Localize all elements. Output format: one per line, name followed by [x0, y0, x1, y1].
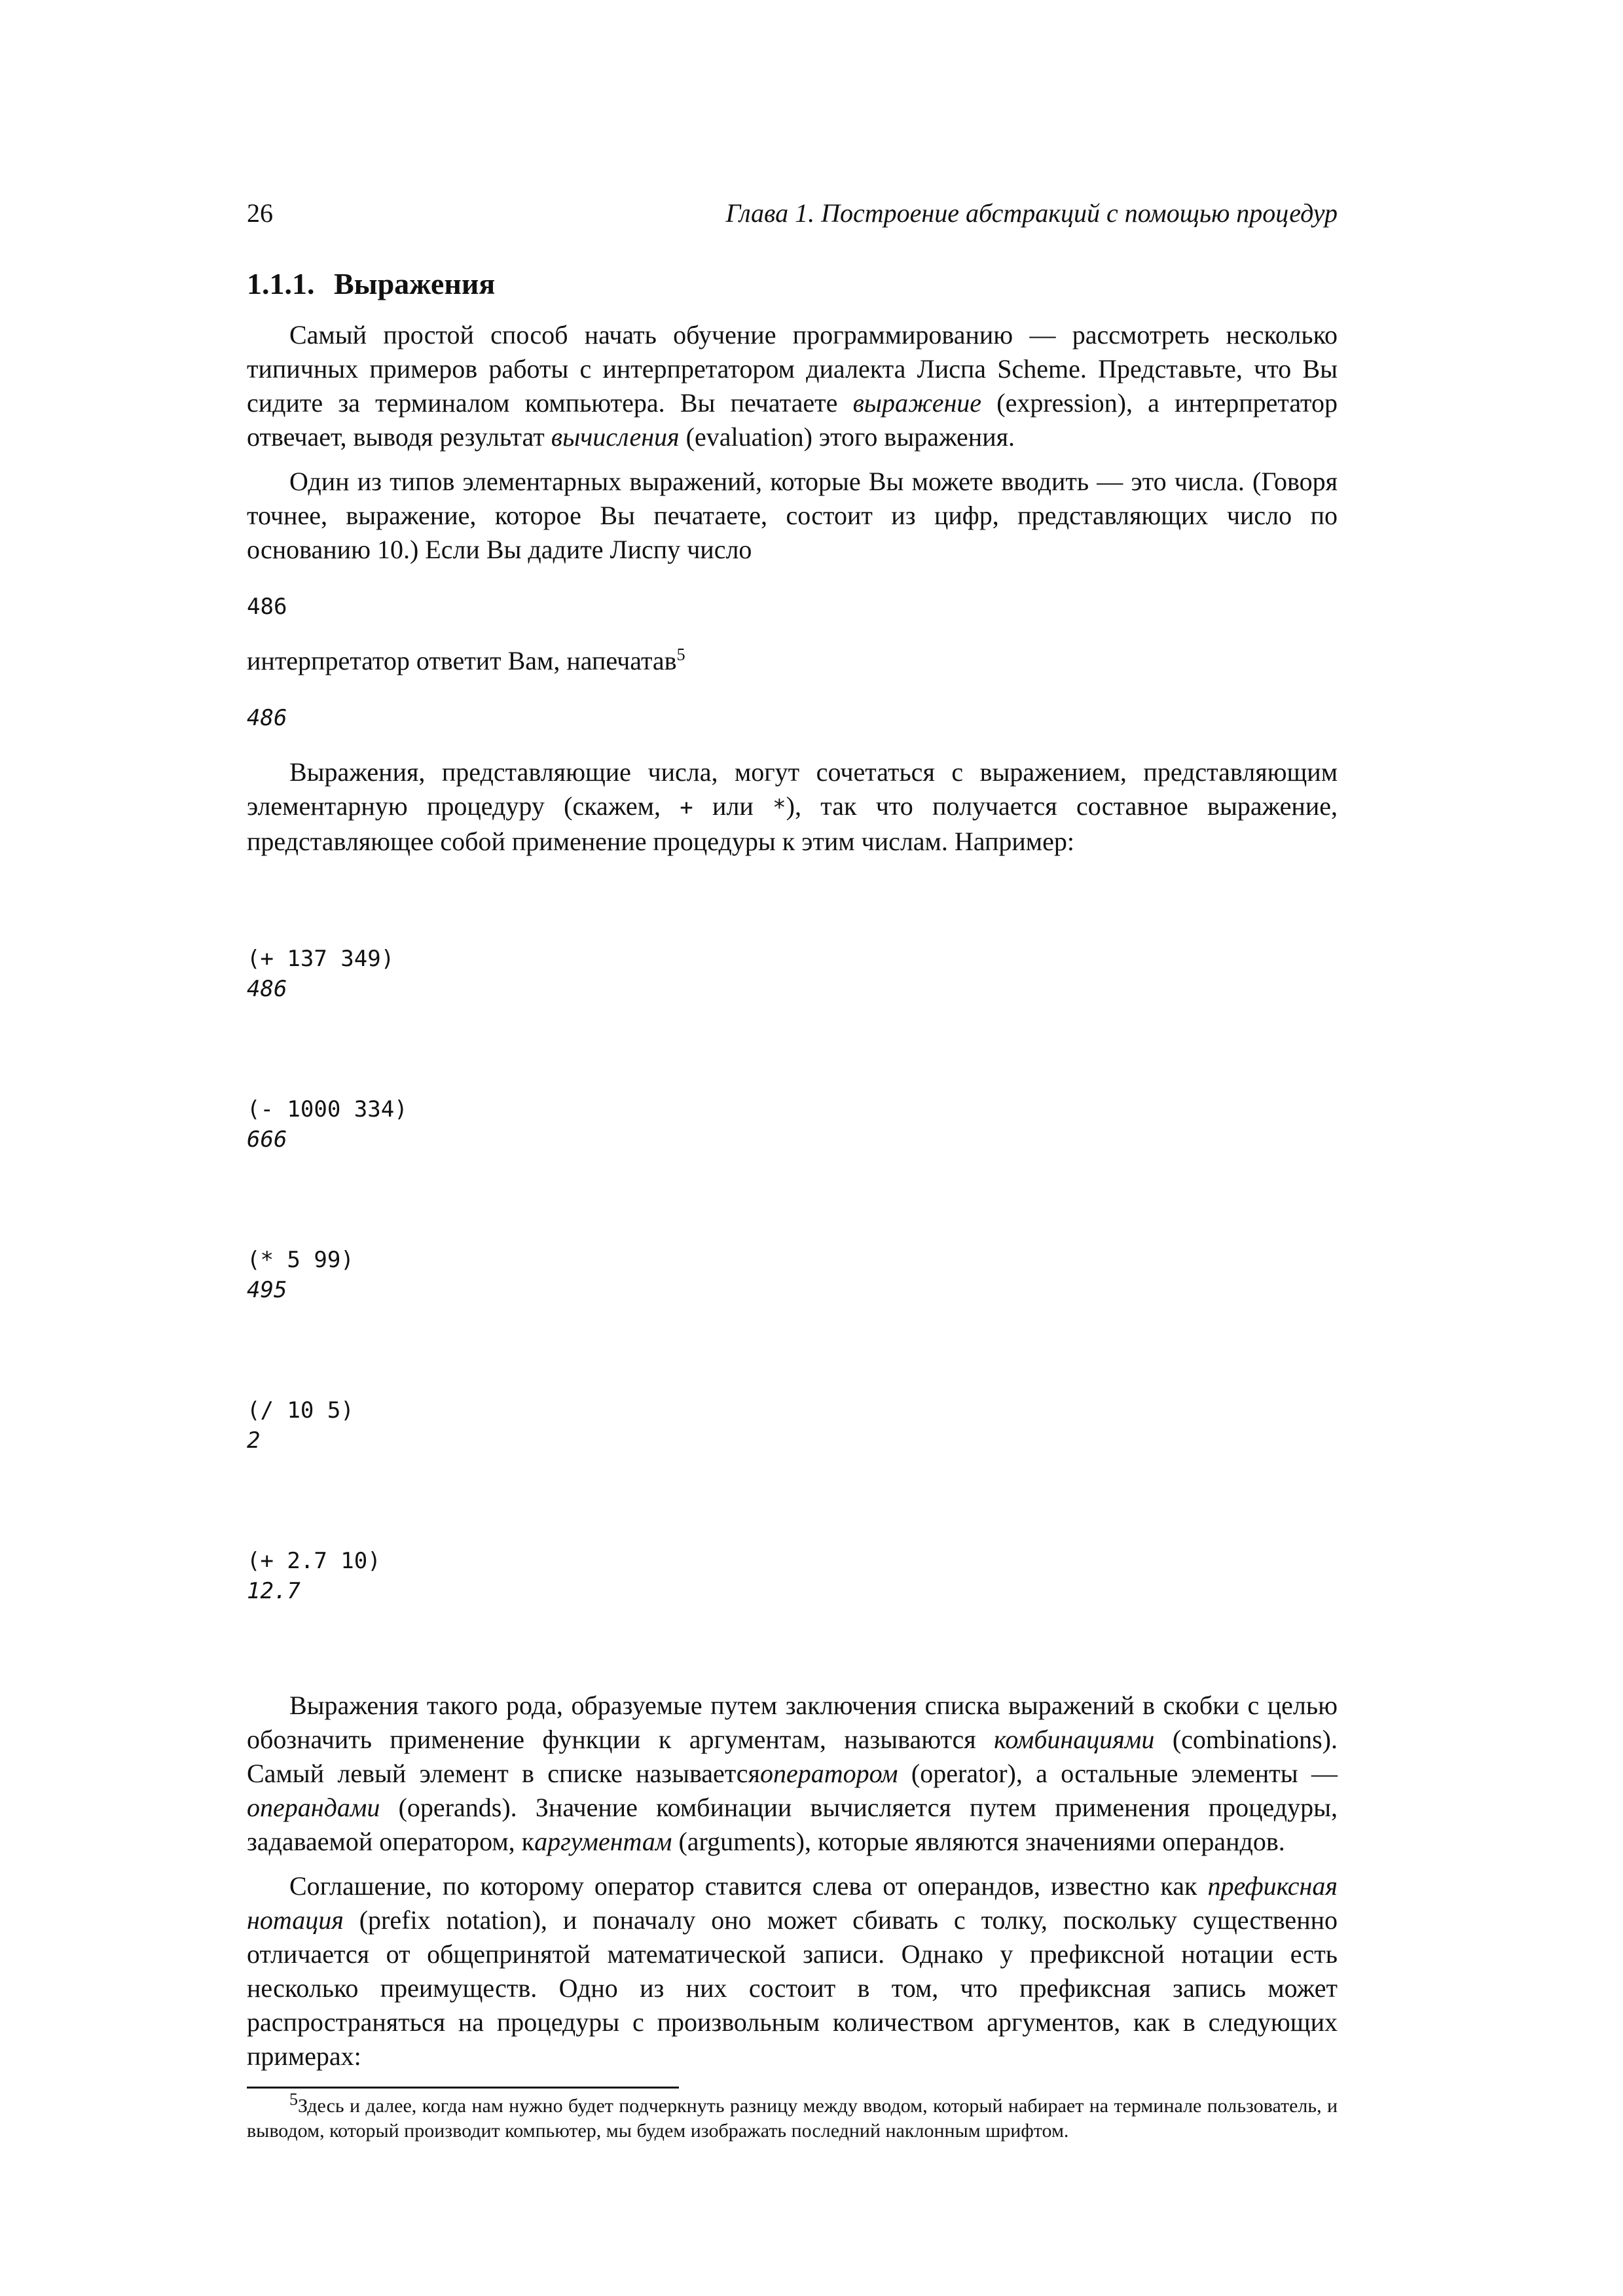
- code-examples: [247, 884, 1338, 1666]
- paragraph-combinations: [247, 1689, 1338, 1859]
- footnote-ref[interactable]: 5: [676, 645, 685, 664]
- footnote-divider: [247, 2087, 679, 2089]
- paragraph-reply: [247, 644, 1338, 678]
- footnote-marker: 5: [289, 2090, 298, 2109]
- term-operator: оператором: [759, 1759, 898, 1788]
- paragraph-combinations-intro: [247, 755, 1338, 859]
- footnote-text: Здесь и далее, когда нам нужно будет подчеркнуть разницу между вводом, который набирает на терминале пользователь, и выводом, который производит компьютер, мы будем изображать последний наклонным шрифтом.: [247, 2095, 1338, 2142]
- paragraph-text: Соглашение, по которому оператор ставится слева от операндов, известно как: [289, 1871, 1208, 1901]
- paragraph-numbers: [247, 465, 1338, 567]
- inline-code-plus: +: [680, 795, 693, 821]
- term-expression: выражение: [852, 388, 982, 418]
- paragraph-text: интерпретатор ответит Вам, напечатав: [247, 646, 677, 675]
- term-operands: операндами: [247, 1793, 380, 1822]
- code-input: (+ 2.7 10): [247, 1548, 381, 1574]
- code-example: [247, 1094, 1338, 1155]
- code-output: 486: [247, 976, 287, 1002]
- code-output: 12.7: [247, 1578, 301, 1604]
- paragraph-text: Самый простой способ начать обучение программированию — рассмотреть несколько типичных примеров работы с интерпретатором диалекта Лиспа Scheme. Представьте, что Вы сидите за терминалом компьютера. Вы печатаете: [247, 320, 1338, 418]
- code-input: (* 5 99): [247, 1247, 354, 1273]
- code-example: [247, 1546, 1338, 1606]
- paragraph-text: ), так что получается составное выражение, представляющее собой применение процедуры к этим числам. Например:: [247, 791, 1338, 856]
- term-combinations: комбинациями: [994, 1725, 1155, 1754]
- chapter-title: Глава 1. Построение абстракций с помощью процедур: [725, 198, 1338, 228]
- paragraph-text: (evaluation) этого выражения.: [679, 422, 1015, 452]
- code-example: [247, 1395, 1338, 1456]
- code-example: [247, 944, 1338, 1004]
- term-prefix-notation: префиксная нотация: [247, 1871, 1338, 1935]
- code-output: 486: [247, 705, 287, 731]
- paragraph-text: Выражения такого рода, образуемые путем заключения списка выражений в скобки с целью обозначить применение функции к аргументам, называются: [247, 1691, 1338, 1754]
- code-example: [247, 1245, 1338, 1305]
- code-input-example: [247, 592, 1338, 622]
- paragraph-text: (combinations). Самый левый элемент в списке называется: [247, 1725, 1338, 1788]
- code-input: (/ 10 5): [247, 1397, 354, 1424]
- paragraph-text: (prefix notation), и поначалу оно может сбивать с толку, поскольку существенно отличается от общепринятой математической записи. Однако у префиксной нотации есть несколько преимуществ. Одно из них состоит в том, что префиксная запись может распространяться на процедуры с произвольным количеством аргументов, как в следующих примерах:: [247, 1905, 1338, 2071]
- code-output: 666: [247, 1126, 287, 1153]
- code-input: 486: [247, 594, 287, 620]
- paragraph-intro: [247, 318, 1338, 454]
- paragraph-text: (expression), а интерпретатор отвечает, выводя результат: [247, 388, 1338, 452]
- code-input: (- 1000 334): [247, 1096, 408, 1122]
- code-output: 2: [247, 1427, 261, 1454]
- paragraph-text: (operator), а остальные элементы —: [898, 1759, 1338, 1788]
- term-arguments: аргументам: [534, 1827, 672, 1856]
- page-number: 26: [247, 198, 273, 228]
- section-number: 1.1.1.: [247, 267, 315, 300]
- running-head: [247, 196, 1338, 230]
- book-page: [247, 196, 1338, 2144]
- section-title: Выражения: [334, 267, 496, 300]
- paragraph-text: (operands). Значение комбинации вычисляется путем применения процедуры, задаваемой оператором, к: [247, 1793, 1338, 1856]
- paragraph-text: или: [693, 791, 773, 821]
- paragraph-text: Выражения, представляющие числа, могут сочетаться с выражением, представляющим элементарную процедуру (скажем,: [247, 757, 1338, 821]
- inline-code-star: *: [773, 795, 786, 821]
- section-heading: [247, 264, 1338, 304]
- term-evaluation: вычисления: [551, 422, 680, 452]
- code-input: (+ 137 349): [247, 946, 395, 972]
- paragraph-text: (arguments), которые являются значениями операндов.: [672, 1827, 1285, 1856]
- code-output: 495: [247, 1277, 287, 1303]
- code-output-example: [247, 703, 1338, 733]
- paragraph-text: Один из типов элементарных выражений, которые Вы можете вводить — это числа. (Говоря точнее, выражение, которое Вы печатаете, состоит из цифр, представляющих число по основанию 10.) Если Вы дадите Лиспу число: [247, 467, 1338, 564]
- footnote: [247, 2090, 1338, 2144]
- paragraph-prefix-notation: [247, 1869, 1338, 2073]
